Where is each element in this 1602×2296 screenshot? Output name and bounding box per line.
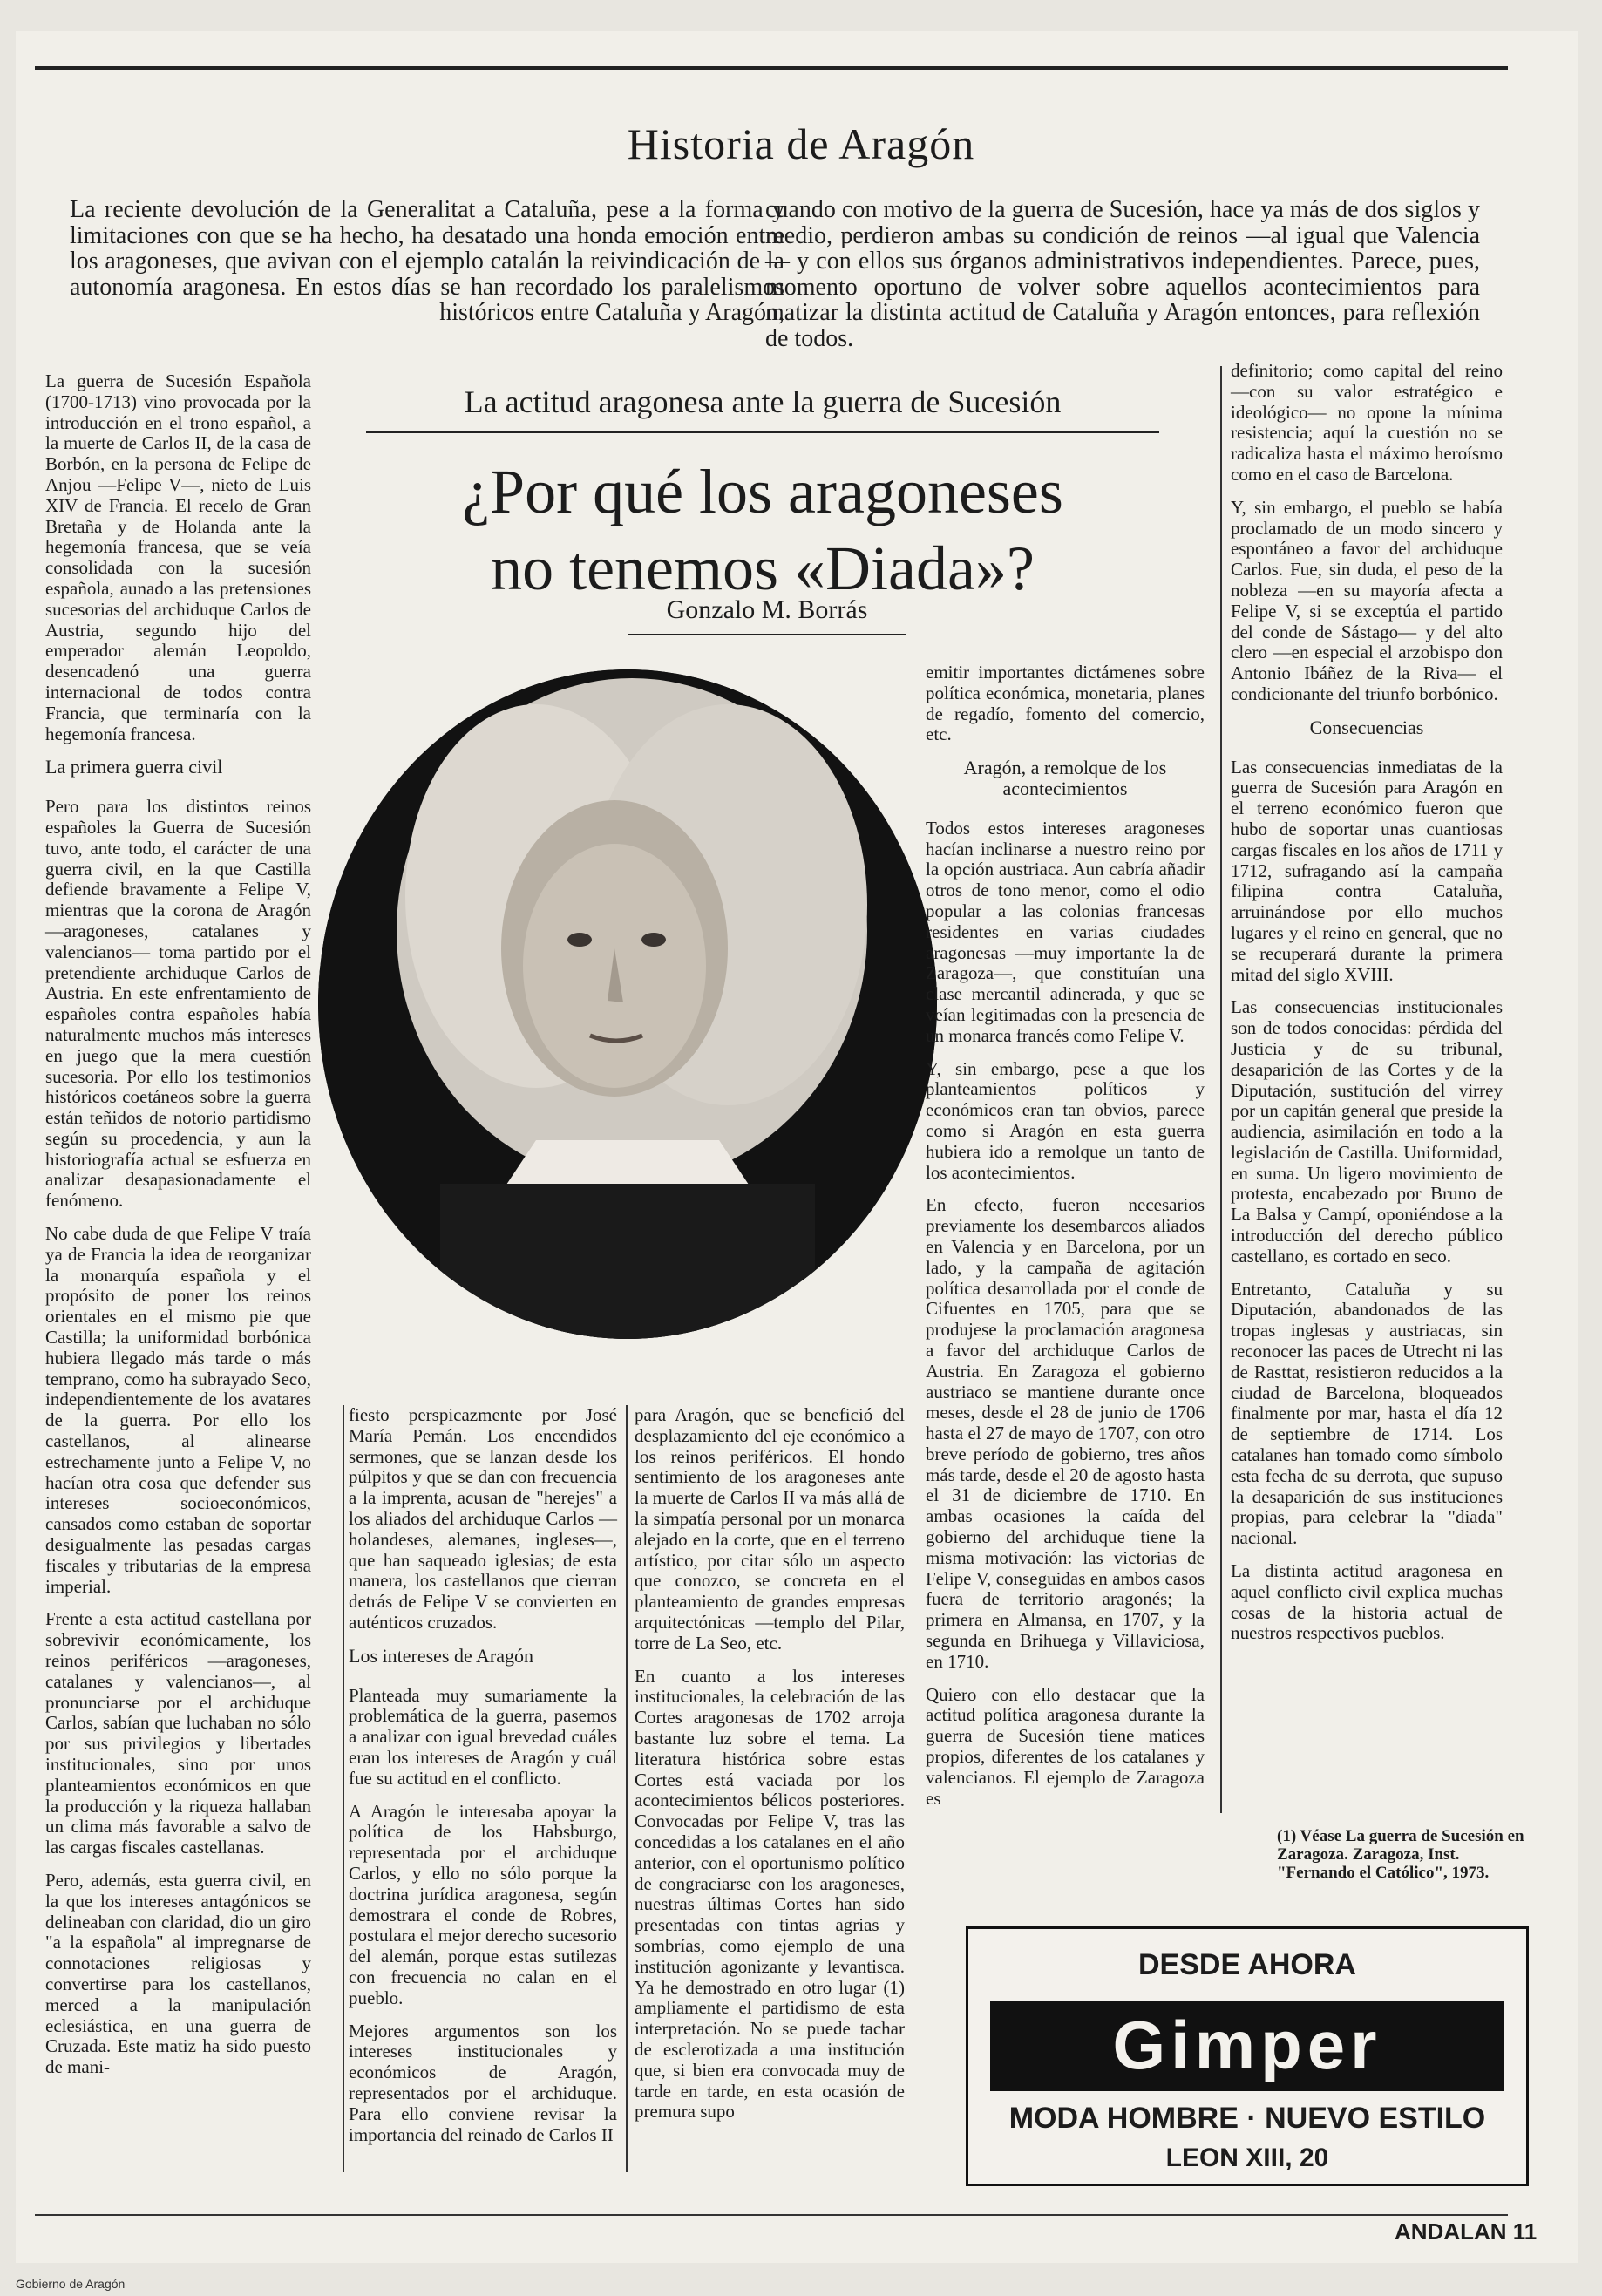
byline: Gonzalo M. Borrás <box>666 595 868 624</box>
column-3 <box>635 1405 905 2190</box>
ad-top-line: DESDE AHORA <box>1138 1948 1356 1981</box>
paragraph: Mejores argumentos son los intereses institucionales y económicos de Aragón, representados por el archiduque. Para ello conviene revisar la importancia del reinado de Carlos II <box>349 2020 617 2145</box>
footnote: (1) Véase La guerra de Sucesión en Zaragoza. Zaragoza, Inst. "Fernando el Católico", 1973. <box>1277 1827 1524 1882</box>
paragraph: emitir importantes dictámenes sobre política económica, monetaria, planes de regadío, fomento del comercio, etc. <box>926 662 1205 745</box>
kicker-rule <box>366 431 1159 433</box>
column-4 <box>926 662 1205 1900</box>
page-footer: ANDALAN 11 <box>1395 2218 1538 2245</box>
bottom-rule <box>35 2214 1508 2216</box>
paragraph: En efecto, fueron necesarios previamente los desembarcos aliados en Valencia y en Barcelona, por un lado, y la campaña de agitación política desarrollada por el conde de Cifuentes en 1705, para que se produjese la proclamación aragonesa a favor del archiduque Carlos de Austria. En Zaragoza el gobierno austriaco se mantiene durante once meses, desde el 28 de junio de 1706 hasta el 27 de mayo de 1707, con otro breve período de gobierno, tres años más tarde, desde el 20 de agosto hasta el 31 de diciembre de 1710. En ambas ocasiones la caída del gobierno del archiduque tiene la misma motivación: las victorias de Felipe V, conseguidas en ambos casos fuera de territorio aragonés; la primera en Almansa, en 1707, y la segunda en Brihuega y Villaviciosa, en 1710. <box>926 1194 1205 1672</box>
paragraph: para Aragón, que se benefició del desplazamiento del eje económico a los reinos periféricos. El hondo sentimiento de los aragoneses ante la muerte de Carlos II va más allá de la simpatía personal por un monarca alejado en la corte, que en el terreno artístico, por citar sólo un aspecto que conozco, se concreta en el planteamiento de grandes empresas arquitectónicas —templo del Pilar, torre de La Seo, etc. <box>635 1404 905 1654</box>
paragraph: No cabe duda de que Felipe V traía ya de Francia la idea de reorganizar la monarquía española y el propósito de poner los reinos orientales en el mismo pie que Castilla; la uniformidad borbónica hubiera llegado más tarde o más temprano, como ha subrayado Seco, independientemente de los avatares de la guerra. Por ello los castellanos, al alinearse estrechamente junto a Felipe V, no hacían otra cosa que defender sus intereses socioeconómicos, cansados como estaban de soportar desigualmente las pesadas cargas fiscales y tributarias de la empresa imperial. <box>45 1223 311 1597</box>
section-title: Historia de Aragón <box>627 119 975 168</box>
headline-line-2: no tenemos «Diada»? <box>491 533 1035 603</box>
paragraph: Y, sin embargo, pese a que los planteamientos políticos y económicos eran tan obvios, parece como si Aragón en esta guerra hubiera ido a remolque un tanto de los acontecimientos. <box>926 1057 1205 1183</box>
subhead: Aragón, a remolque de los acontecimientos <box>963 757 1167 799</box>
paragraph: fiesto perspicazmente por José María Pemán. Los encendidos sermones, que se lanzan desde los púlpitos y que se dan con frecuencia a la imprenta, acusan de "herejes" a los aliados del archiduque Carlos —holandeses, alemanes, ingleses—, que han saqueado iglesias; de esta manera, los castellanos que cierran detrás de Felipe V se convierten en auténticos cruzados. <box>349 1404 617 1633</box>
paragraph: Pero, además, esta guerra civil, en la que los intereses antagónicos se delineaban con claridad, dio un giro "a la española" al impregnarse de connotaciones religiosas y convertirse para los castellanos, merced a la manipulación eclesiástica, en una guerra de Cruzada. Este matiz ha sido puesto de mani- <box>45 1869 311 2078</box>
column-1 <box>45 371 311 2202</box>
column-rule <box>626 1405 628 2172</box>
paragraph: Planteada muy sumariamente la problemática de la guerra, pasemos a analizar con igual brevedad cuáles eran los intereses de Aragón y cuál fue su actitud en el conflicto. <box>349 1684 617 1789</box>
paragraph: Entretanto, Cataluña y su Diputación, abandonados de las tropas inglesas y austriacas, sin reconocer las paces de Utrecht ni las de Rasttat, resistieron reducidos a la ciudad de Barcelona, bloqueados finalmente por mar, hasta el día 12 de septiembre de 1714. Los catalanes han tomado como símbolo esta fecha de su derrota, que supuso la desaparición de sus instituciones propias, para celebrar la "diada" nacional. <box>1231 1278 1503 1549</box>
advertisement <box>966 1926 1529 2186</box>
column-2 <box>349 1405 617 2190</box>
headline-line-1: ¿Por qué los aragoneses <box>462 457 1063 526</box>
headline <box>366 453 1159 607</box>
portrait-image <box>318 669 937 1339</box>
paragraph: En cuanto a los intereses institucionales, la celebración de las Cortes aragonesas de 1702 arroja bastante luz sobre el tema. La literatura histórica sobre estas Cortes está vaciada por los acontecimientos bélicos posteriores. Convocadas por Felipe V, tras las concedidas a los catalanes en el año anterior, con el oportunismo político de congraciarse con los aragoneses, nuestras últimas Cortes han sido presentadas con tintas agrias y sombrías, como ejemplo de una institución agonizante y levantisca. Ya he demostrado en otro lugar (1) ampliamente el partidismo de esta interpretación. No se puede tachar de esclerotizada a una institución que, si bien era convocada muy de tarde en tarde, en esta ocasión de premura supo <box>635 1665 905 2123</box>
paragraph: Las consecuencias institucionales son de todos conocidas: pérdida del Justicia y de su tribunal, desaparición de las Cortes y de la Diputación, sustitución del virrey por un capitán general que preside la audiencia, asimilación en todo a la legislación de Castilla. Uniformidad, en suma. Un ligero movimiento de protesta, encabezado por Bruno de La Balsa y Campí, oponiéndose a la introducción del derecho público castellano, es cortado en seco. <box>1231 996 1503 1267</box>
intro-left: La reciente devolución de la Generalitat a Cataluña, pese a la forma y limitaciones con que se ha hecho, ha desatado una honda emoción entre los aragoneses, que avivan con el ejemplo catalán la reivindicación de la autonomía aragonesa. En estos días se han recordado los paralelismos históricos entre Cataluña y Aragón, <box>70 196 784 326</box>
paragraph: Y, sin embargo, el pueblo se había proclamado de un modo sincero y espontáneo a favor del archiduque Carlos. Fue, sin duda, el peso de la nobleza —en su mayoría afecta a Felipe V, si se exceptúa el partido del conde de Sástago— y del alto clero —en especial el arzobispo don Antonio Ibáñez de la Riva— el condicionante del triunfo borbónico. <box>1231 496 1503 704</box>
paragraph: definitorio; como capital del reino —con su valor estratégico e ideológico— no opone la mínima resistencia; aquí la cuestión no se radicaliza hasta el máximo heroísmo como en el caso de Barcelona. <box>1231 360 1503 485</box>
subhead: Consecuencias <box>1309 716 1424 738</box>
paragraph: A Aragón le interesaba apoyar la política de los Habsburgo, representada por el archiduque Carlos, y ello no sólo porque la doctrina jurídica aragonesa, según demostrara el conde de Robres, postulara el mejor derecho sucesorio del alemán, porque estas sutilezas con frecuencia no calan en el pueblo. <box>349 1800 617 2008</box>
paragraph: Pero para los distintos reinos españoles la Guerra de Sucesión tuvo, ante todo, el carácter de una guerra civil, en la que Castilla defiende bravamente a Felipe V, mientras que la corona de Aragón —aragoneses, catalanes y valencianos— toma partido por el pretendiente archiduque Carlos de Austria. En este enfrentamiento de españoles contra españoles había naturalmente muchos más intereses en juego que la mera cuestión sucesoria. Por ello los testimonios históricos coetáneos sobre la guerra están teñidos de notorio partidismo según su procedencia, y aun la historiografía actual se esfuerza en analizar desapasionadamente el fenómeno. <box>45 796 311 1212</box>
column-5 <box>1231 361 1503 1825</box>
column-rule <box>343 1405 344 2172</box>
paragraph: Frente a esta actitud castellana por sobrevivir económicamente, los reinos periféricos —aragoneses, catalanes y valencianos—, al pronunciarse por el archiduque Carlos, sabían que luchaban no sólo por sus privilegios y libertades institucionales, sino por unos planteamientos económicos en que la producción y la riqueza hallaban un clima más favorable a salvo de las cargas fiscales castellanas. <box>45 1608 311 1858</box>
paragraph: La guerra de Sucesión Española (1700-1713) vino provocada por la introducción en el trono español, a la muerte de Carlos II, de la casa de Borbón, en la persona de Felipe de Anjou —Felipe V—, nieto de Luis XIV de Francia. El recelo de Gran Bretaña y de Holanda ante la hegemonía francesa, que se veía consolidada con la sucesión española, aunado a las pretensiones sucesorias del archiduque Carlos de Austria, segundo hijo del emperador alemán Leopoldo, desencadenó una guerra internacional de todos contra Francia, que terminaría con la hegemonía francesa. <box>45 370 311 744</box>
byline-rule <box>628 634 906 635</box>
ad-slogan: MODA HOMBRE · NUEVO ESTILO <box>1008 2102 1486 2135</box>
paragraph: Todos estos intereses aragoneses hacían inclinarse a nuestro reino por la opción austriaca. Aun cabría añadir otros de tono menor, como el odio popular a las colonias francesas residentes en varias ciudades aragonesas —muy importante la de Zaragoza—, que constituían una clase mercantil adinerada, y que se veían legitimadas con la presencia de un monarca francés como Felipe V. <box>926 817 1205 1046</box>
paragraph: La distinta actitud aragonesa en aquel conflicto civil explica muchas cosas de la historia actual de nuestros respectivos pueblos. <box>1231 1560 1503 1644</box>
portrait-drawing <box>318 669 937 1339</box>
paragraph: Las consecuencias inmediatas de la guerra de Sucesión para Aragón en el terreno económico fueron que hubo de soportar unas cuantiosas cargas fiscales en los años de 1711 y 1712, sufragando así la campaña filipina contra Cataluña, arruinándose por ello muchos lugares y el reino en general, que no se recuperará durante la primera mitad del siglo XVIII. <box>1231 756 1503 985</box>
intro-right: cuando con motivo de la guerra de Sucesión, hace ya más de dos siglos y medio, perdieron ambas su condición de reinos —al igual que Valencia— y con ellos sus órganos administrativos independientes. Parece, pues, momento oportuno de volver sobre aquellos acontecimientos para matizar la distinta actitud de Cataluña y Aragón entonces, para reflexión de todos. <box>765 196 1480 352</box>
column-rule <box>1220 366 1222 1813</box>
ad-address: LEON XIII, 20 <box>1165 2143 1329 2172</box>
kicker: La actitud aragonesa ante la guerra de Sucesión <box>464 384 1062 419</box>
paragraph: Quiero con ello destacar que la actitud política aragonesa durante la guerra de Sucesión tiene matices propios, diferentes de los catalanes y valencianos. El ejemplo de Zaragoza es <box>926 1683 1205 1809</box>
subhead: Los intereses de Aragón <box>349 1644 533 1667</box>
archive-credit: Gobierno de Aragón <box>16 2277 126 2291</box>
subhead: La primera guerra civil <box>45 756 223 778</box>
ad-brand-text: Gimper <box>1112 2007 1382 2083</box>
ad-brand-logo <box>990 2001 1504 2091</box>
top-rule <box>35 66 1508 70</box>
